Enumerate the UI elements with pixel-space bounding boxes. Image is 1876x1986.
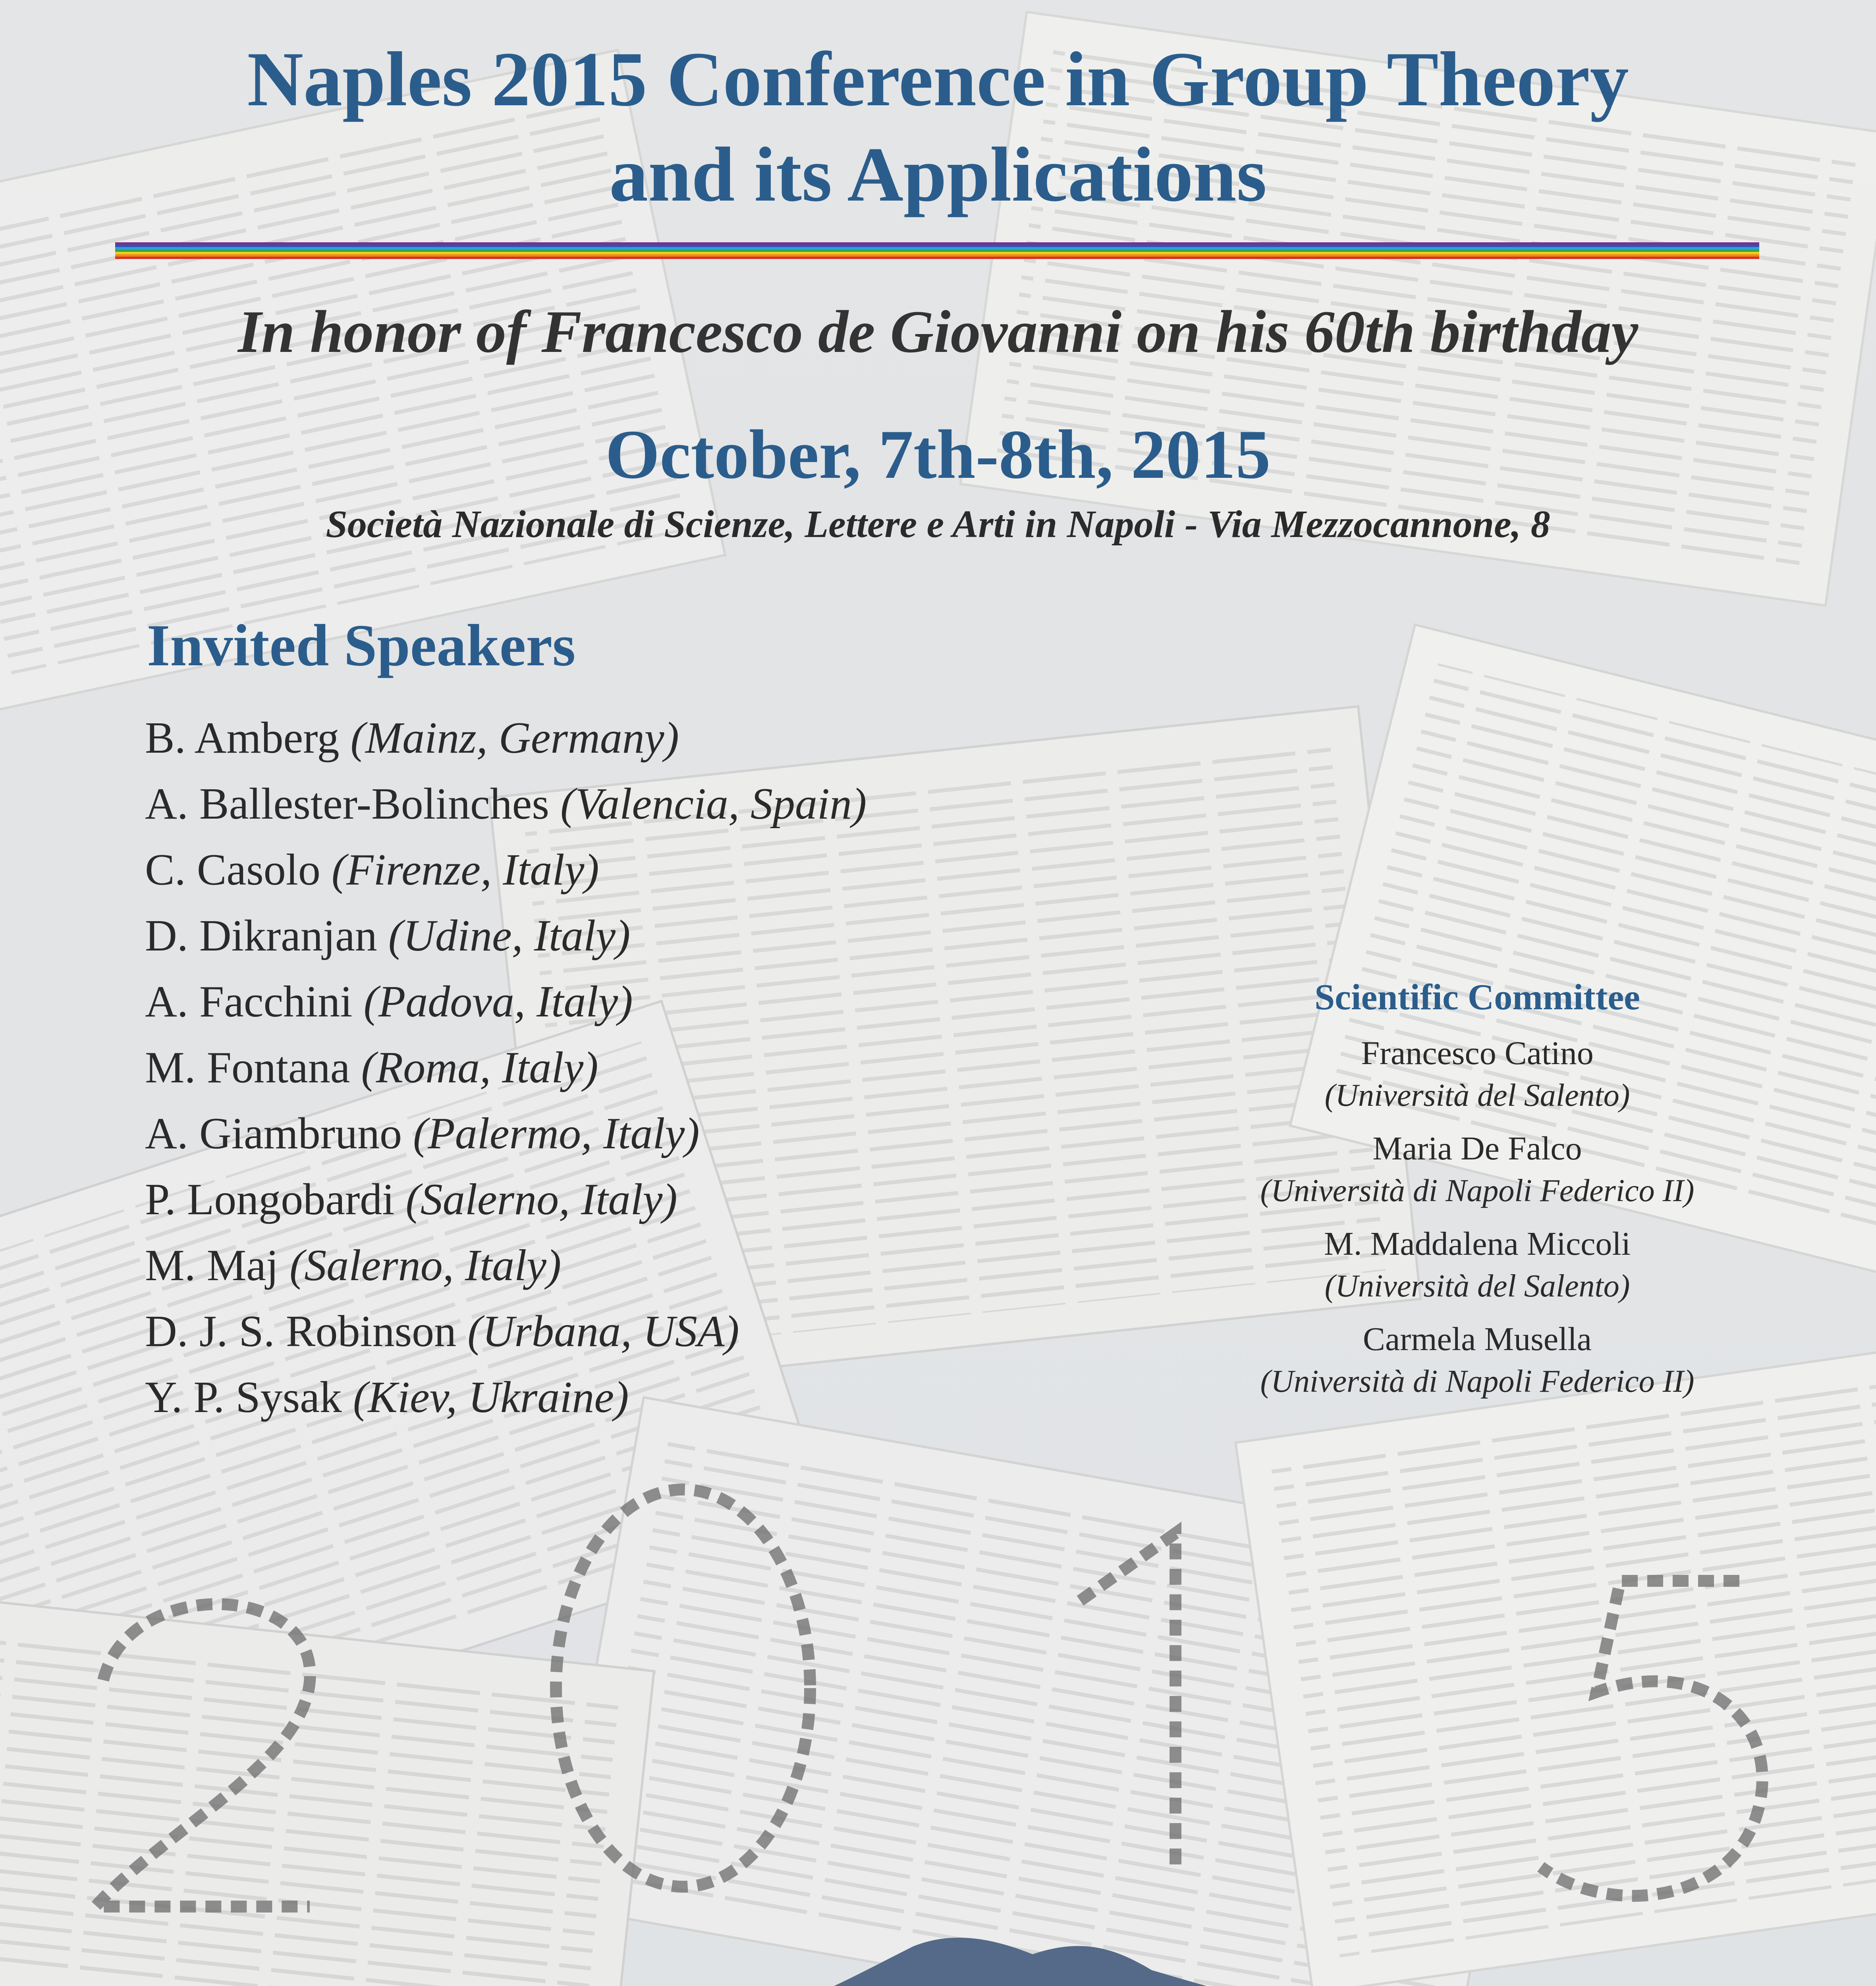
speaker-affiliation: (Mainz, Germany) — [350, 713, 679, 763]
speaker-affiliation: (Salerno, Italy) — [290, 1241, 562, 1290]
committee-member-name: Maria De Falco — [1372, 1130, 1582, 1167]
speaker-item — [145, 1298, 1098, 1364]
speaker-affiliation: (Urbana, USA) — [467, 1307, 739, 1356]
speaker-affiliation: (Roma, Italy) — [361, 1043, 598, 1092]
speaker-item — [145, 837, 1098, 903]
speaker-item — [145, 1101, 1098, 1167]
speaker-item — [145, 1035, 1098, 1101]
committee-member-affiliation: (Università di Napoli Federico II) — [1260, 1364, 1695, 1399]
rainbow-divider — [115, 242, 1759, 269]
speaker-item — [145, 903, 1098, 969]
honor-subtitle: In honor of Francesco de Giovanni on his 60th birthday — [237, 298, 1639, 365]
speaker-affiliation: (Salerno, Italy) — [405, 1175, 677, 1224]
speaker-affiliation: (Kiev, Ukraine) — [353, 1373, 629, 1422]
speaker-name: D. J. S. Robinson — [145, 1307, 457, 1356]
speaker-affiliation: (Padova, Italy) — [363, 977, 633, 1026]
speaker-name: D. Dikranjan — [145, 911, 377, 960]
committee-member — [1191, 1223, 1763, 1307]
speaker-affiliation: (Firenze, Italy) — [331, 845, 599, 894]
speaker-name: Y. P. Sysak — [145, 1373, 342, 1422]
committee-member-name: Francesco Catino — [1361, 1035, 1594, 1072]
speaker-item — [145, 1233, 1098, 1298]
speaker-affiliation: (Valencia, Spain) — [560, 779, 867, 829]
speaker-name: A. Giambruno — [145, 1109, 402, 1158]
committee-member-affiliation: (Università del Salento) — [1324, 1269, 1630, 1304]
speaker-name: A. Ballester-Bolinches — [145, 779, 549, 829]
conference-title — [0, 32, 1876, 222]
committee-member — [1191, 1127, 1763, 1211]
speaker-name: B. Amberg — [145, 713, 340, 763]
speaker-item — [145, 969, 1098, 1035]
committee-member-name: M. Maddalena Miccoli — [1324, 1225, 1631, 1262]
speaker-affiliation: (Udine, Italy) — [388, 911, 631, 960]
speaker-item — [145, 705, 1098, 771]
invited-speakers-list — [145, 705, 1098, 1430]
speaker-affiliation: (Palermo, Italy) — [413, 1109, 700, 1158]
invited-speakers-heading: Invited Speakers — [147, 612, 576, 678]
speaker-name: M. Fontana — [145, 1043, 350, 1092]
conference-title-line-1: Naples 2015 Conference in Group Theory — [247, 36, 1629, 122]
speaker-name: P. Longobardi — [145, 1175, 395, 1224]
committee-heading: Scientific Committee — [1314, 977, 1640, 1017]
committee-member — [1191, 1318, 1763, 1402]
committee-member-affiliation: (Università del Salento) — [1324, 1078, 1630, 1113]
speaker-name: A. Facchini — [145, 977, 353, 1026]
rainbow-stripe — [115, 257, 1759, 259]
speaker-item — [145, 1167, 1098, 1233]
speaker-item — [145, 1364, 1098, 1430]
speaker-name: M. Maj — [145, 1241, 278, 1290]
conference-dates: October, 7th-8th, 2015 — [605, 416, 1271, 493]
committee-member-name: Carmela Musella — [1363, 1321, 1592, 1358]
committee-member-affiliation: (Università di Napoli Federico II) — [1260, 1173, 1695, 1208]
committee-member — [1191, 1032, 1763, 1116]
conference-venue: Società Nazionale di Scienze, Lettere e Arti in Napoli - Via Mezzocannone, 8 — [326, 503, 1550, 546]
speaker-item — [145, 771, 1098, 837]
speaker-name: C. Casolo — [145, 845, 320, 894]
conference-title-line-2: and its Applications — [609, 131, 1267, 218]
scientific-committee — [1191, 973, 1763, 1402]
